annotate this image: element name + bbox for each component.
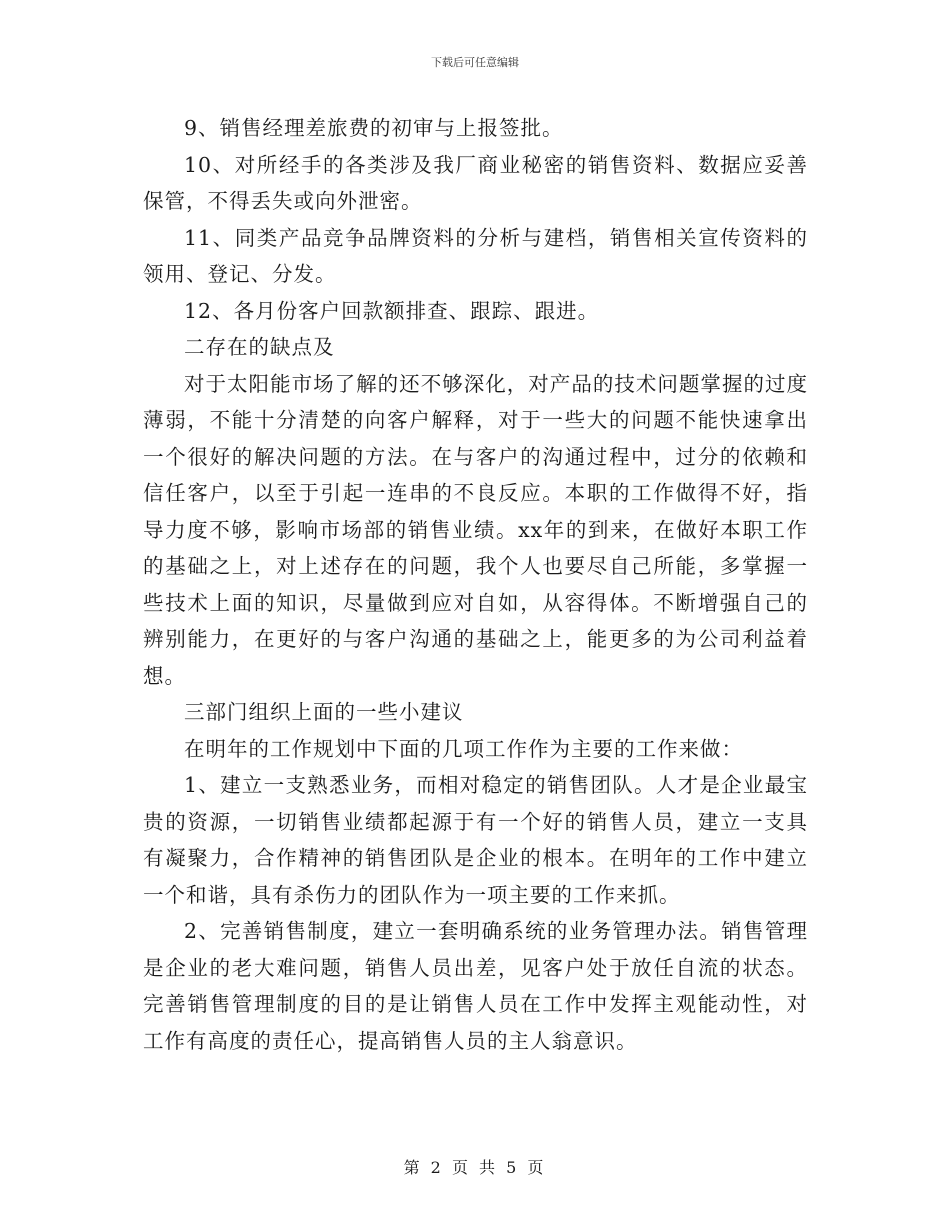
paragraph-suggestion-2: 2、完善销售制度，建立一套明确系统的业务管理办法。销售管理是企业的老大难问题，销售人员出差，见客户处于放任自流的状态。完善销售管理制度的目的是让销售人员在工作中发挥主观能动性，对工作有高度的责任心，提高销售人员的主人翁意识。 [143,919,808,1053]
paragraph-item-12: 12、各月份客户回款额排查、跟踪、跟进。 [184,298,600,323]
section-heading-suggestions: 三部门组织上面的一些小建议 [184,700,464,724]
page-header: 下载后可任意编辑 [431,56,519,69]
paragraph-item-9: 9、销售经理差旅费的初审与上报签批。 [184,116,564,140]
paragraph-item-11: 11、同类产品竞争品牌资料的分析与建档，销售相关宣传资料的领用、登记、分发。 [143,225,808,286]
paragraph-suggestion-1: 1、建立一支熟悉业务，而相对稳定的销售团队。人才是企业最宝贵的资源，一切销售业绩都起源于有一个好的销售人员，建立一支具有凝聚力，合作精神的销售团队是企业的根本。在明年的工作中建立一个和谐，具有杀伤力的团队作为一项主要的工作来抓。 [143,773,808,907]
paragraph-item-10: 10、对所经手的各类涉及我厂商业秘密的销售资料、数据应妥善保管，不得丢失或向外泄密。 [143,152,808,213]
document-body [143,110,808,1059]
paragraph-shortcomings: 对于太阳能市场了解的还不够深化，对产品的技术问题掌握的过度薄弱，不能十分清楚的向客户解释，对于一些大的问题不能快速拿出一个很好的解决问题的方法。在与客户的沟通过程中，过分的依赖和信任客户，以至于引起一连串的不良反应。本职的工作做得不好，指导力度不够，影响市场部的销售业绩。xx年的到来，在做好本职工作的基础之上，对上述存在的问题，我个人也要尽自己所能，多掌握一些技术上面的知识，尽量做到应对自如，从容得体。不断增强自己的辨别能力，在更好的与客户沟通的基础之上，能更多的为公司利益着想。 [143,371,808,688]
page-footer: 第 2 页 共 5 页 [403,1158,547,1177]
section-heading-shortcomings: 二存在的缺点及 [184,335,335,359]
paragraph-plan-intro: 在明年的工作规划中下面的几项工作作为主要的工作来做： [184,736,743,761]
